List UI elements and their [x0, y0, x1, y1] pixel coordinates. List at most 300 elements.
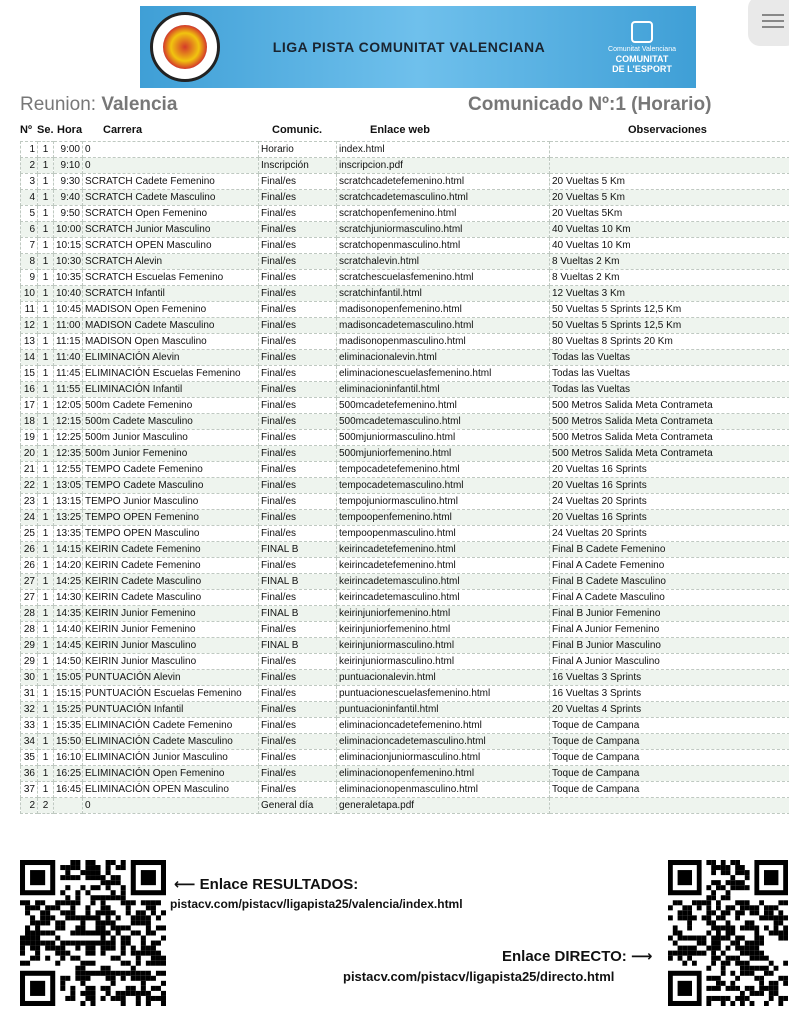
- cell-obs: Todas las Vueltas: [550, 366, 789, 382]
- cell-obs: Toque de Campana: [550, 734, 789, 750]
- cell-num: 27: [21, 590, 38, 606]
- cell-comunicado: Final/es: [259, 366, 337, 382]
- cell-num: 2: [21, 798, 38, 814]
- cell-num: 28: [21, 622, 38, 638]
- cell-race: MADISON Open Masculino: [83, 334, 259, 350]
- cell-comunicado: Final/es: [259, 670, 337, 686]
- cell-comunicado: Final/es: [259, 734, 337, 750]
- cell-race: PUNTUACIÓN Escuelas Femenino: [83, 686, 259, 702]
- table-row: [21, 494, 789, 510]
- cell-num: 15: [21, 366, 38, 382]
- col-header-comunic: Comunic.: [272, 124, 323, 136]
- cell-session: 1: [38, 190, 54, 206]
- logo-small-text: Comunitat Valenciana: [608, 45, 676, 53]
- cell-num: 31: [21, 686, 38, 702]
- table-row: [21, 174, 789, 190]
- cell-obs: Toque de Campana: [550, 718, 789, 734]
- cell-num: 32: [21, 702, 38, 718]
- cell-num: 12: [21, 318, 38, 334]
- cell-race: 0: [83, 158, 259, 174]
- cell-session: 1: [38, 462, 54, 478]
- cell-comunicado: Final/es: [259, 190, 337, 206]
- cell-link[interactable]: keirinjuniorfemenino.html: [337, 622, 550, 638]
- cell-race: ELIMINACIÓN Junior Masculino: [83, 750, 259, 766]
- cell-session: 1: [38, 142, 54, 158]
- cell-num: 18: [21, 414, 38, 430]
- cell-num: 35: [21, 750, 38, 766]
- cell-obs: [550, 158, 789, 174]
- cell-time: 12:15: [54, 414, 83, 430]
- cell-time: 15:50: [54, 734, 83, 750]
- cell-link[interactable]: keirincadetefemenino.html: [337, 542, 550, 558]
- cell-session: 1: [38, 574, 54, 590]
- table-row: [21, 670, 789, 686]
- cell-link[interactable]: tempocadetemasculino.html: [337, 478, 550, 494]
- cell-comunicado: Final/es: [259, 446, 337, 462]
- cell-link[interactable]: puntuacioninfantil.html: [337, 702, 550, 718]
- cell-race: TEMPO Cadete Femenino: [83, 462, 259, 478]
- cell-link[interactable]: keirincadetefemenino.html: [337, 558, 550, 574]
- cell-link[interactable]: eliminacionopenmasculino.html: [337, 782, 550, 798]
- cell-link[interactable]: tempojuniormasculino.html: [337, 494, 550, 510]
- cell-obs: 24 Vueltas 20 Sprints: [550, 526, 789, 542]
- direct-qr-code[interactable]: [668, 860, 788, 1006]
- cell-race: MADISON Open Femenino: [83, 302, 259, 318]
- cell-session: 1: [38, 510, 54, 526]
- cell-num: 10: [21, 286, 38, 302]
- cell-obs: 40 Vueltas 10 Km: [550, 238, 789, 254]
- cell-comunicado: General día: [259, 798, 337, 814]
- cell-comunicado: Final/es: [259, 718, 337, 734]
- cell-race: KEIRIN Junior Masculino: [83, 638, 259, 654]
- table-row: [21, 798, 789, 814]
- cell-time: 12:55: [54, 462, 83, 478]
- cell-obs: Final A Cadete Masculino: [550, 590, 789, 606]
- cell-comunicado: Final/es: [259, 702, 337, 718]
- results-link[interactable]: pistacv.com/pistacv/ligapista25/valencia/index.html: [170, 897, 463, 911]
- cell-comunicado: Final/es: [259, 350, 337, 366]
- cell-race: TEMPO OPEN Masculino: [83, 526, 259, 542]
- cell-time: 16:45: [54, 782, 83, 798]
- cell-link[interactable]: puntuacionescuelasfemenino.html: [337, 686, 550, 702]
- cell-num: 4: [21, 190, 38, 206]
- cell-comunicado: Final/es: [259, 286, 337, 302]
- cell-time: 13:25: [54, 510, 83, 526]
- cell-link[interactable]: keirinjuniormasculino.html: [337, 638, 550, 654]
- cell-num: 2: [21, 158, 38, 174]
- cell-obs: 20 Vueltas 16 Sprints: [550, 478, 789, 494]
- table-row: [21, 446, 789, 462]
- cell-session: 1: [38, 350, 54, 366]
- cell-time: 15:35: [54, 718, 83, 734]
- cell-num: 27: [21, 574, 38, 590]
- cell-race: SCRATCH Escuelas Femenino: [83, 270, 259, 286]
- esport-logo-icon: [631, 21, 653, 43]
- cell-num: 19: [21, 430, 38, 446]
- cell-session: 1: [38, 270, 54, 286]
- table-row: [21, 398, 789, 414]
- cell-comunicado: Final/es: [259, 686, 337, 702]
- table-row: [21, 302, 789, 318]
- cell-session: 1: [38, 718, 54, 734]
- table-row: [21, 334, 789, 350]
- cell-time: 14:30: [54, 590, 83, 606]
- logo-big-text-1: COMUNITAT: [615, 53, 669, 64]
- cell-obs: 40 Vueltas 10 Km: [550, 222, 789, 238]
- cell-num: 29: [21, 654, 38, 670]
- cell-link[interactable]: keirincadetemasculino.html: [337, 590, 550, 606]
- cell-session: 1: [38, 302, 54, 318]
- comunicado-heading: Comunicado Nº:1 (Horario): [468, 94, 712, 115]
- cell-time: 15:05: [54, 670, 83, 686]
- table-row: [21, 382, 789, 398]
- cell-time: 11:00: [54, 318, 83, 334]
- cell-time: 14:20: [54, 558, 83, 574]
- cell-link[interactable]: tempoopenfemenino.html: [337, 510, 550, 526]
- cell-comunicado: Final/es: [259, 254, 337, 270]
- cell-link[interactable]: eliminacionescuelasfemenino.html: [337, 366, 550, 382]
- schedule-table: [20, 141, 789, 814]
- table-row: [21, 158, 789, 174]
- cell-comunicado: FINAL B: [259, 606, 337, 622]
- cell-session: 1: [38, 366, 54, 382]
- cell-session: 1: [38, 238, 54, 254]
- cell-link[interactable]: madisonopenfemenino.html: [337, 302, 550, 318]
- cell-time: 14:45: [54, 638, 83, 654]
- cell-num: 11: [21, 302, 38, 318]
- cell-time: 11:55: [54, 382, 83, 398]
- cell-session: 1: [38, 414, 54, 430]
- cell-num: 14: [21, 350, 38, 366]
- cell-link[interactable]: 500mcadetemasculino.html: [337, 414, 550, 430]
- cell-obs: Final B Cadete Masculino: [550, 574, 789, 590]
- cell-comunicado: Final/es: [259, 590, 337, 606]
- cell-obs: 500 Metros Salida Meta Contrameta: [550, 430, 789, 446]
- cell-time: 12:25: [54, 430, 83, 446]
- cell-race: 500m Cadete Femenino: [83, 398, 259, 414]
- cell-time: 12:35: [54, 446, 83, 462]
- table-row: [21, 430, 789, 446]
- cell-session: 1: [38, 750, 54, 766]
- cell-num: 36: [21, 766, 38, 782]
- table-row: [21, 702, 789, 718]
- cell-num: 17: [21, 398, 38, 414]
- table-row: [21, 606, 789, 622]
- cell-obs: 20 Vueltas 5Km: [550, 206, 789, 222]
- cell-num: 13: [21, 334, 38, 350]
- table-row: [21, 222, 789, 238]
- cell-obs: 24 Vueltas 20 Sprints: [550, 494, 789, 510]
- cell-comunicado: Final/es: [259, 302, 337, 318]
- table-row: [21, 366, 789, 382]
- cell-race: KEIRIN Cadete Masculino: [83, 574, 259, 590]
- cell-link[interactable]: scratchescuelasfemenino.html: [337, 270, 550, 286]
- cell-link[interactable]: madisonopenmasculino.html: [337, 334, 550, 350]
- cell-race: SCRATCH Cadete Femenino: [83, 174, 259, 190]
- cell-link[interactable]: eliminacioncadetefemenino.html: [337, 718, 550, 734]
- cell-race: 500m Cadete Masculino: [83, 414, 259, 430]
- cell-race: TEMPO Cadete Masculino: [83, 478, 259, 494]
- table-row: [21, 510, 789, 526]
- cell-link[interactable]: scratchopenmasculino.html: [337, 238, 550, 254]
- cell-comunicado: Final/es: [259, 558, 337, 574]
- comunitat-esport-logo: [598, 12, 686, 82]
- cell-race: TEMPO Junior Masculino: [83, 494, 259, 510]
- cell-time: 9:50: [54, 206, 83, 222]
- cell-comunicado: Final/es: [259, 494, 337, 510]
- cell-session: 1: [38, 222, 54, 238]
- cell-link[interactable]: inscripcion.pdf: [337, 158, 550, 174]
- cell-race: SCRATCH Infantil: [83, 286, 259, 302]
- cell-link[interactable]: scratchalevin.html: [337, 254, 550, 270]
- cell-obs: 50 Vueltas 5 Sprints 12,5 Km: [550, 318, 789, 334]
- cell-num: 26: [21, 558, 38, 574]
- cell-comunicado: FINAL B: [259, 638, 337, 654]
- cell-race: 500m Junior Femenino: [83, 446, 259, 462]
- cell-link[interactable]: eliminacionopenfemenino.html: [337, 766, 550, 782]
- col-header-carrera: Carrera: [103, 124, 143, 136]
- cell-time: 14:15: [54, 542, 83, 558]
- cell-time: 10:35: [54, 270, 83, 286]
- cell-comunicado: Final/es: [259, 318, 337, 334]
- cell-race: SCRATCH Alevin: [83, 254, 259, 270]
- table-row: [21, 766, 789, 782]
- cell-race: PUNTUACIÓN Alevin: [83, 670, 259, 686]
- cell-race: ELIMINACIÓN Escuelas Femenino: [83, 366, 259, 382]
- cell-obs: 16 Vueltas 3 Sprints: [550, 686, 789, 702]
- table-row: [21, 462, 789, 478]
- cell-obs: 20 Vueltas 16 Sprints: [550, 510, 789, 526]
- cell-time: 16:25: [54, 766, 83, 782]
- cell-obs: 8 Vueltas 2 Km: [550, 254, 789, 270]
- cell-obs: [550, 142, 789, 158]
- cell-session: 2: [38, 798, 54, 814]
- table-row: [21, 574, 789, 590]
- cell-link[interactable]: generaletapa.pdf: [337, 798, 550, 814]
- cell-time: 16:10: [54, 750, 83, 766]
- cell-obs: 20 Vueltas 4 Sprints: [550, 702, 789, 718]
- cell-num: 8: [21, 254, 38, 270]
- cell-comunicado: Final/es: [259, 174, 337, 190]
- cell-session: 1: [38, 590, 54, 606]
- cell-comunicado: Horario: [259, 142, 337, 158]
- cell-link[interactable]: eliminacionalevin.html: [337, 350, 550, 366]
- cell-num: 6: [21, 222, 38, 238]
- cell-session: 1: [38, 254, 54, 270]
- cell-link[interactable]: scratchjuniormasculino.html: [337, 222, 550, 238]
- cell-race: MADISON Cadete Masculino: [83, 318, 259, 334]
- cell-session: 1: [38, 542, 54, 558]
- cell-race: 0: [83, 798, 259, 814]
- cell-session: 1: [38, 782, 54, 798]
- cell-comunicado: Final/es: [259, 222, 337, 238]
- cell-num: 1: [21, 142, 38, 158]
- cell-race: ELIMINACIÓN Cadete Femenino: [83, 718, 259, 734]
- cell-race: 0: [83, 142, 259, 158]
- cell-link[interactable]: scratchopenfemenino.html: [337, 206, 550, 222]
- cell-obs: Toque de Campana: [550, 782, 789, 798]
- table-row: [21, 526, 789, 542]
- cell-session: 1: [38, 622, 54, 638]
- cell-time: 10:45: [54, 302, 83, 318]
- cell-session: 1: [38, 446, 54, 462]
- cell-race: SCRATCH Open Femenino: [83, 206, 259, 222]
- cell-link[interactable]: tempocadetefemenino.html: [337, 462, 550, 478]
- cell-link[interactable]: eliminacioncadetemasculino.html: [337, 734, 550, 750]
- cell-link[interactable]: tempoopenmasculino.html: [337, 526, 550, 542]
- cell-time: 15:25: [54, 702, 83, 718]
- table-row: [21, 542, 789, 558]
- cell-session: 1: [38, 206, 54, 222]
- cell-obs: Final A Junior Masculino: [550, 654, 789, 670]
- cell-obs: Final A Cadete Femenino: [550, 558, 789, 574]
- cell-num: 21: [21, 462, 38, 478]
- col-header-no: Nº: [20, 124, 32, 136]
- table-row: [21, 686, 789, 702]
- table-row: [21, 654, 789, 670]
- cell-num: 29: [21, 638, 38, 654]
- table-row: [21, 206, 789, 222]
- cell-obs: 80 Vueltas 8 Sprints 20 Km: [550, 334, 789, 350]
- cell-link[interactable]: puntuacionalevin.html: [337, 670, 550, 686]
- cell-obs: Todas las Vueltas: [550, 350, 789, 366]
- cell-session: 1: [38, 734, 54, 750]
- cell-time: 9:40: [54, 190, 83, 206]
- cell-comunicado: Final/es: [259, 414, 337, 430]
- cell-num: 3: [21, 174, 38, 190]
- cell-link[interactable]: scratchcadetemasculino.html: [337, 190, 550, 206]
- table-row: [21, 734, 789, 750]
- cell-link[interactable]: keirinjuniormasculino.html: [337, 654, 550, 670]
- results-qr-code[interactable]: [20, 860, 166, 1006]
- cell-race: SCRATCH OPEN Masculino: [83, 238, 259, 254]
- logo-big-text-2: DE L'ESPORT: [612, 63, 672, 74]
- cell-race: SCRATCH Cadete Masculino: [83, 190, 259, 206]
- cell-link[interactable]: keirincadetemasculino.html: [337, 574, 550, 590]
- cell-obs: 50 Vueltas 5 Sprints 12,5 Km: [550, 302, 789, 318]
- reunion-heading: [20, 94, 177, 116]
- cell-obs: Final B Junior Femenino: [550, 606, 789, 622]
- cell-obs: Toque de Campana: [550, 750, 789, 766]
- table-row: [21, 254, 789, 270]
- cell-link[interactable]: 500mjuniormasculino.html: [337, 430, 550, 446]
- cell-obs: 500 Metros Salida Meta Contrameta: [550, 414, 789, 430]
- table-row: [21, 750, 789, 766]
- cell-link[interactable]: scratchinfantil.html: [337, 286, 550, 302]
- cell-link[interactable]: 500mcadetefemenino.html: [337, 398, 550, 414]
- cell-time: 10:00: [54, 222, 83, 238]
- header-banner: [140, 6, 696, 88]
- col-header-obs: Observaciones: [628, 124, 707, 136]
- cell-time: 15:15: [54, 686, 83, 702]
- col-header-hora: Hora: [57, 124, 83, 136]
- cell-num: 28: [21, 606, 38, 622]
- cell-comunicado: Final/es: [259, 766, 337, 782]
- cell-session: 1: [38, 558, 54, 574]
- cell-race: ELIMINACIÓN Infantil: [83, 382, 259, 398]
- cell-time: 9:30: [54, 174, 83, 190]
- cell-time: [54, 798, 83, 814]
- cell-obs: 12 Vueltas 3 Km: [550, 286, 789, 302]
- menu-icon: [762, 14, 784, 16]
- reunion-value: Valencia: [101, 94, 178, 115]
- cell-link[interactable]: 500mjuniorfemenino.html: [337, 446, 550, 462]
- table-row: [21, 318, 789, 334]
- table-row: [21, 782, 789, 798]
- cell-session: 1: [38, 318, 54, 334]
- cell-link[interactable]: index.html: [337, 142, 550, 158]
- cell-comunicado: Final/es: [259, 270, 337, 286]
- cell-obs: Todas las Vueltas: [550, 382, 789, 398]
- federation-logo-icon: [150, 12, 220, 82]
- cell-session: 1: [38, 478, 54, 494]
- cell-link[interactable]: scratchcadetefemenino.html: [337, 174, 550, 190]
- cell-comunicado: Final/es: [259, 654, 337, 670]
- cell-comunicado: Final/es: [259, 382, 337, 398]
- cell-time: 10:40: [54, 286, 83, 302]
- direct-link-label: Enlace DIRECTO: ⟶: [502, 948, 653, 965]
- cell-session: 1: [38, 526, 54, 542]
- cell-time: 11:45: [54, 366, 83, 382]
- cell-num: 23: [21, 494, 38, 510]
- cell-time: 10:15: [54, 238, 83, 254]
- cell-comunicado: Final/es: [259, 478, 337, 494]
- table-row: [21, 590, 789, 606]
- cell-race: PUNTUACIÓN Infantil: [83, 702, 259, 718]
- cell-race: ELIMINACIÓN Cadete Masculino: [83, 734, 259, 750]
- cell-link[interactable]: madisoncadetemasculino.html: [337, 318, 550, 334]
- cell-session: 1: [38, 382, 54, 398]
- table-row: [21, 286, 789, 302]
- cell-time: 14:25: [54, 574, 83, 590]
- cell-session: 1: [38, 766, 54, 782]
- table-row: [21, 638, 789, 654]
- cell-session: 1: [38, 398, 54, 414]
- cell-num: 33: [21, 718, 38, 734]
- cell-num: 7: [21, 238, 38, 254]
- reunion-label: Reunion:: [20, 94, 97, 115]
- cell-race: SCRATCH Junior Masculino: [83, 222, 259, 238]
- cell-comunicado: Final/es: [259, 430, 337, 446]
- cell-comunicado: Final/es: [259, 398, 337, 414]
- cell-race: 500m Junior Masculino: [83, 430, 259, 446]
- table-row: [21, 414, 789, 430]
- cell-num: 22: [21, 478, 38, 494]
- cell-race: KEIRIN Junior Masculino: [83, 654, 259, 670]
- cell-session: 1: [38, 670, 54, 686]
- cell-link[interactable]: keirinjuniorfemenino.html: [337, 606, 550, 622]
- cell-race: KEIRIN Cadete Femenino: [83, 542, 259, 558]
- table-row: [21, 718, 789, 734]
- hamburger-menu-button[interactable]: [748, 0, 789, 46]
- cell-race: KEIRIN Cadete Femenino: [83, 558, 259, 574]
- cell-link[interactable]: eliminacionjuniormasculino.html: [337, 750, 550, 766]
- cell-comunicado: Final/es: [259, 334, 337, 350]
- banner-title: LIGA PISTA COMUNITAT VALENCIANA: [272, 39, 546, 55]
- cell-time: 10:30: [54, 254, 83, 270]
- cell-time: 13:35: [54, 526, 83, 542]
- cell-num: 25: [21, 526, 38, 542]
- direct-link[interactable]: pistacv.com/pistacv/ligapista25/directo.html: [343, 969, 615, 984]
- cell-comunicado: FINAL B: [259, 574, 337, 590]
- table-row: [21, 238, 789, 254]
- table-row: [21, 190, 789, 206]
- cell-num: 34: [21, 734, 38, 750]
- cell-link[interactable]: eliminacioninfantil.html: [337, 382, 550, 398]
- cell-race: ELIMINACIÓN Open Femenino: [83, 766, 259, 782]
- cell-obs: Final B Junior Masculino: [550, 638, 789, 654]
- cell-comunicado: Final/es: [259, 622, 337, 638]
